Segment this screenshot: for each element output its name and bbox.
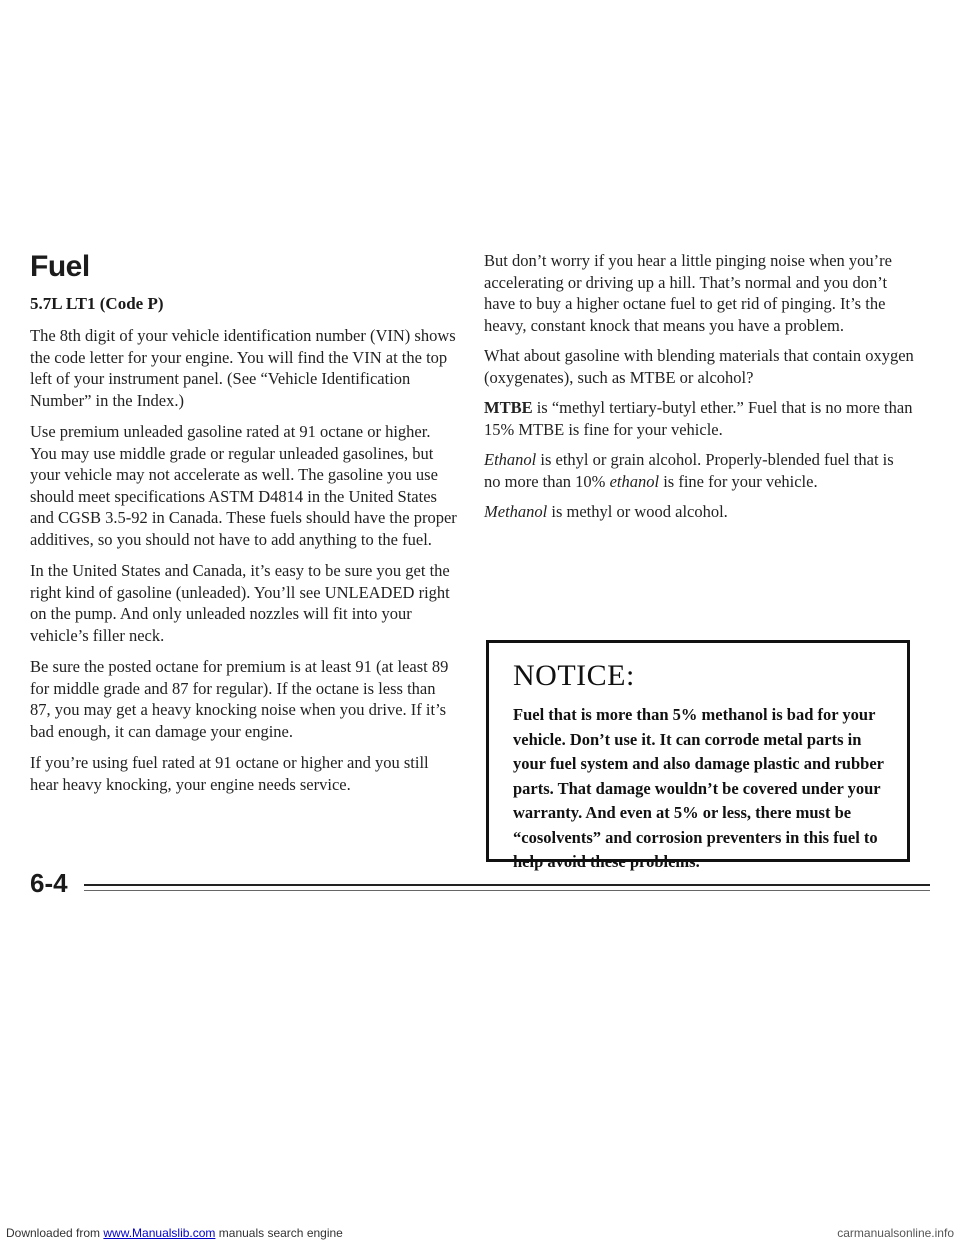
right-column (484, 250, 914, 532)
notice-body: Fuel that is more than 5% methanol is bad for your vehicle. Don’t use it. It can corrode metal parts in your fuel system and also damage plastic and rubber parts. That damage wouldn’t be covered under your warranty. And even at 5% or less, there must be “cosolvents” and corrosion preventers in this fuel to help avoid these problems. (513, 705, 884, 871)
download-suffix: manuals search engine (215, 1226, 343, 1240)
engine-subhead: 5.7L LT1 (Code P) (30, 294, 164, 313)
paragraph-oxygenates: What about gasoline with blending materials that contain oxygen (oxygenates), such as MTBE or alcohol? (484, 346, 914, 387)
manualslib-link[interactable]: www.Manualslib.com (103, 1226, 216, 1240)
paragraph-knocking: If you’re using fuel rated at 91 octane or higher and you still hear heavy knocking, your engine needs service. (30, 753, 429, 794)
download-note (6, 1226, 343, 1240)
paragraph-pinging: But don’t worry if you hear a little pinging noise when you’re accelerating or driving up a hill. That’s normal and you don’t have to buy a higher octane fuel to get rid of pinging. It’s the heavy, constant knock that means you have a problem. (484, 251, 892, 335)
section-title: Fuel (30, 250, 90, 283)
mtbe-text: is “methyl tertiary-butyl ether.” Fuel that is no more than 15% MTBE is fine for your vehicle. (484, 398, 913, 439)
left-column (30, 250, 460, 805)
term-ethanol: Ethanol (484, 450, 537, 469)
notice-title: NOTICE: (513, 659, 635, 692)
notice-box (486, 640, 910, 871)
term-mtbe: MTBE (484, 398, 533, 417)
watermark: carmanualsonline.info (837, 1226, 954, 1240)
paragraph-mtbe (484, 397, 914, 440)
paragraph-premium: Use premium unleaded gasoline rated at 91 octane or higher. You may use middle grade or regular unleaded gasolines, but your vehicle may not accelerate as well. The gasoline you use should meet specifications ASTM D4814 in the United States and CGSB 3.5-92 in Canada. These fuels should have the proper additives, so you should not have to add anything to the fuel. (30, 422, 457, 549)
methanol-text: is methyl or wood alcohol. (547, 502, 728, 521)
paragraph-vin: The 8th digit of your vehicle identification number (VIN) shows the code letter for your engine. You will find the VIN at the top left of your instrument panel. (See “Vehicle Identification Number” in the Index.) (30, 326, 456, 410)
term-ethanol-inline: ethanol (609, 471, 660, 491)
page-number: 6-4 (30, 868, 68, 898)
download-prefix: Downloaded from (6, 1226, 104, 1240)
paragraph-ethanol (484, 449, 914, 492)
term-methanol: Methanol (484, 502, 548, 521)
footer-rule (84, 884, 930, 886)
download-bar (0, 1226, 960, 1242)
paragraph-unleaded: In the United States and Canada, it’s easy to be sure you get the right kind of gasoline (unleaded). You’ll see UNLEADED right on the pump. And only unleaded nozzles will fit into your vehicle’s filler neck. (30, 561, 450, 645)
paragraph-methanol (484, 501, 914, 523)
ethanol-text: is ethyl or grain alcohol. Properly-blended fuel that is no more than 10% (484, 450, 894, 491)
footer-rule-thin (84, 890, 930, 891)
ethanol-text-end: is fine for your vehicle. (659, 471, 818, 491)
paragraph-octane: Be sure the posted octane for premium is at least 91 (at least 89 for middle grade and 87 for regular). If the octane is less than 87, you may get a heavy knocking noise when you drive. If it’s bad enough, it can damage your engine. (30, 657, 449, 741)
